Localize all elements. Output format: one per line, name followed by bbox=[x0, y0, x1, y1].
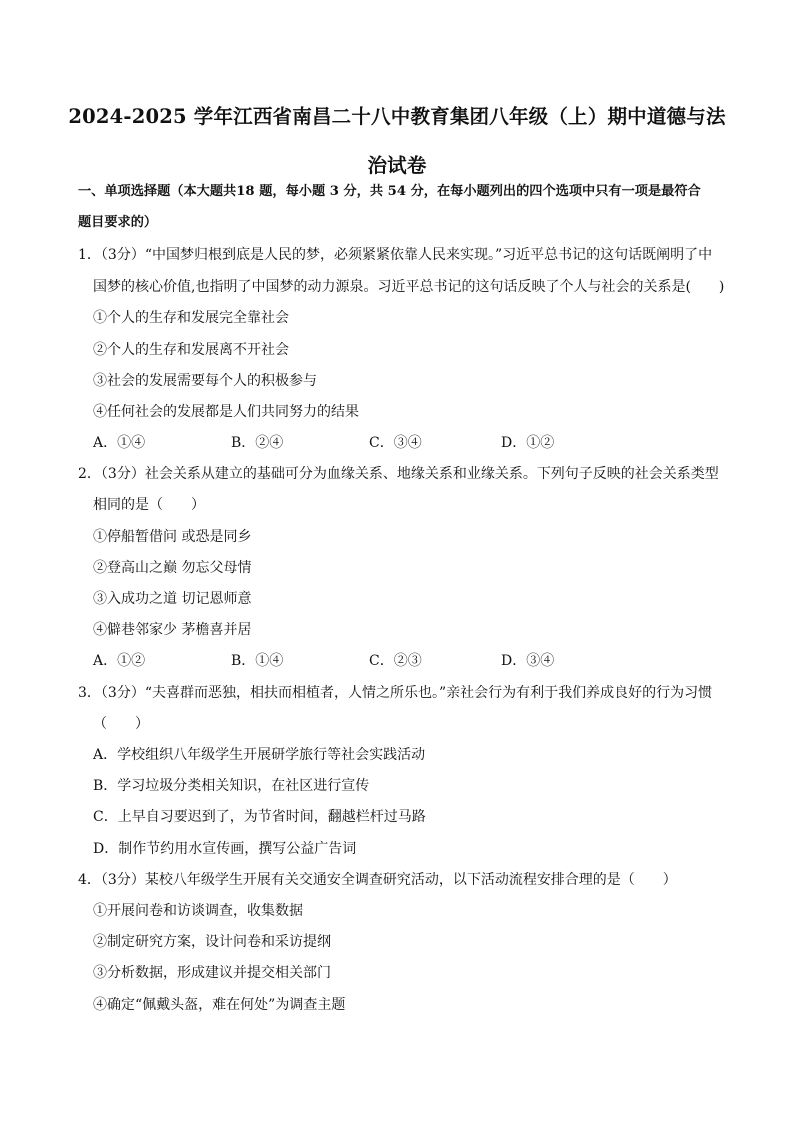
statement-item: ④任何社会的发展都是人们共同努力的结果 bbox=[93, 404, 359, 420]
section-heading: 一、单项选择题（本大题共18 题，每小题 3 分，共 54 分，在每小题列出的四个选项中只有一项是最符合 bbox=[78, 184, 701, 199]
answer-option-c: C．上早自习要迟到了，为节省时间，翻越栏杆过马路 bbox=[93, 809, 426, 825]
statement-item: ②登高山之巅 勿忘父母情 bbox=[93, 560, 252, 576]
answer-option-a: A．学校组织八年级学生开展研学旅行等社会实践活动 bbox=[93, 747, 426, 763]
section-heading-cont: 题目要求的） bbox=[78, 215, 158, 230]
statement-item: ③社会的发展需要每个人的积极参与 bbox=[93, 373, 317, 389]
statement-item: ①开展问卷和访谈调查，收集数据 bbox=[93, 903, 303, 919]
answer-option-d: D．制作节约用水宣传画，撰写公益广告词 bbox=[93, 841, 357, 857]
answer-option-a: A．①② bbox=[93, 653, 146, 669]
statement-item: ③分析数据，形成建议并提交相关部门 bbox=[93, 965, 331, 981]
answer-option-c: C．②③ bbox=[369, 653, 422, 669]
answer-option-b: B．①④ bbox=[231, 653, 284, 669]
answer-option-d: D．①② bbox=[501, 435, 555, 451]
statement-item: ④僻巷邻家少 茅檐喜并居 bbox=[93, 622, 252, 638]
answer-option-c: C．③④ bbox=[369, 435, 422, 451]
statement-item: ②制定研究方案，设计问卷和采访提纲 bbox=[93, 934, 331, 950]
answer-option-b: B．学习垃圾分类相关知识，在社区进行宣传 bbox=[93, 778, 370, 794]
statement-item: ②个人的生存和发展离不开社会 bbox=[93, 342, 289, 358]
statement-item: ③入成功之道 切记恩师意 bbox=[93, 591, 252, 607]
statement-item: ①个人的生存和发展完全靠社会 bbox=[93, 310, 289, 326]
answer-option-b: B．②④ bbox=[231, 435, 284, 451]
question-stem: 3．（3分）“夫喜群而恶独，相扶而相植者，人情之所乐也。”亲社会行为有利于我们养成良好的行为习惯 bbox=[78, 685, 713, 701]
question-stem: 1．（3分）“中国梦归根到底是人民的梦，必须紧紧依靠人民来实现。”习近平总书记的这句话既阐明了中 bbox=[78, 247, 713, 263]
answer-option-a: A．①④ bbox=[93, 435, 146, 451]
question-stem-cont: 国梦的核心价值,也指明了中国梦的动力源泉。习近平总书记的这句话反映了个人与社会的关系是( ) bbox=[93, 279, 725, 295]
question-stem: 2．（3分）社会关系从建立的基础可分为血缘关系、地缘关系和业缘关系。下列句子反映的社会关系类型 bbox=[78, 466, 719, 482]
question-stem-cont: 相同的是（ ） bbox=[93, 497, 205, 513]
exam-title: 2024-2025 学年江西省南昌二十八中教育集团八年级（上）期中道德与法治试卷 bbox=[68, 105, 726, 177]
answer-option-d: D．③④ bbox=[501, 653, 555, 669]
statement-item: ④确定“佩戴头盔，难在何处”为调查主题 bbox=[93, 997, 346, 1013]
question-stem-cont: （ ） bbox=[93, 716, 149, 732]
question-stem: 4．（3分）某校八年级学生开展有关交通安全调查研究活动，以下活动流程安排合理的是（ ） bbox=[78, 872, 677, 888]
statement-item: ①停船暂借问 或恐是同乡 bbox=[93, 529, 252, 545]
